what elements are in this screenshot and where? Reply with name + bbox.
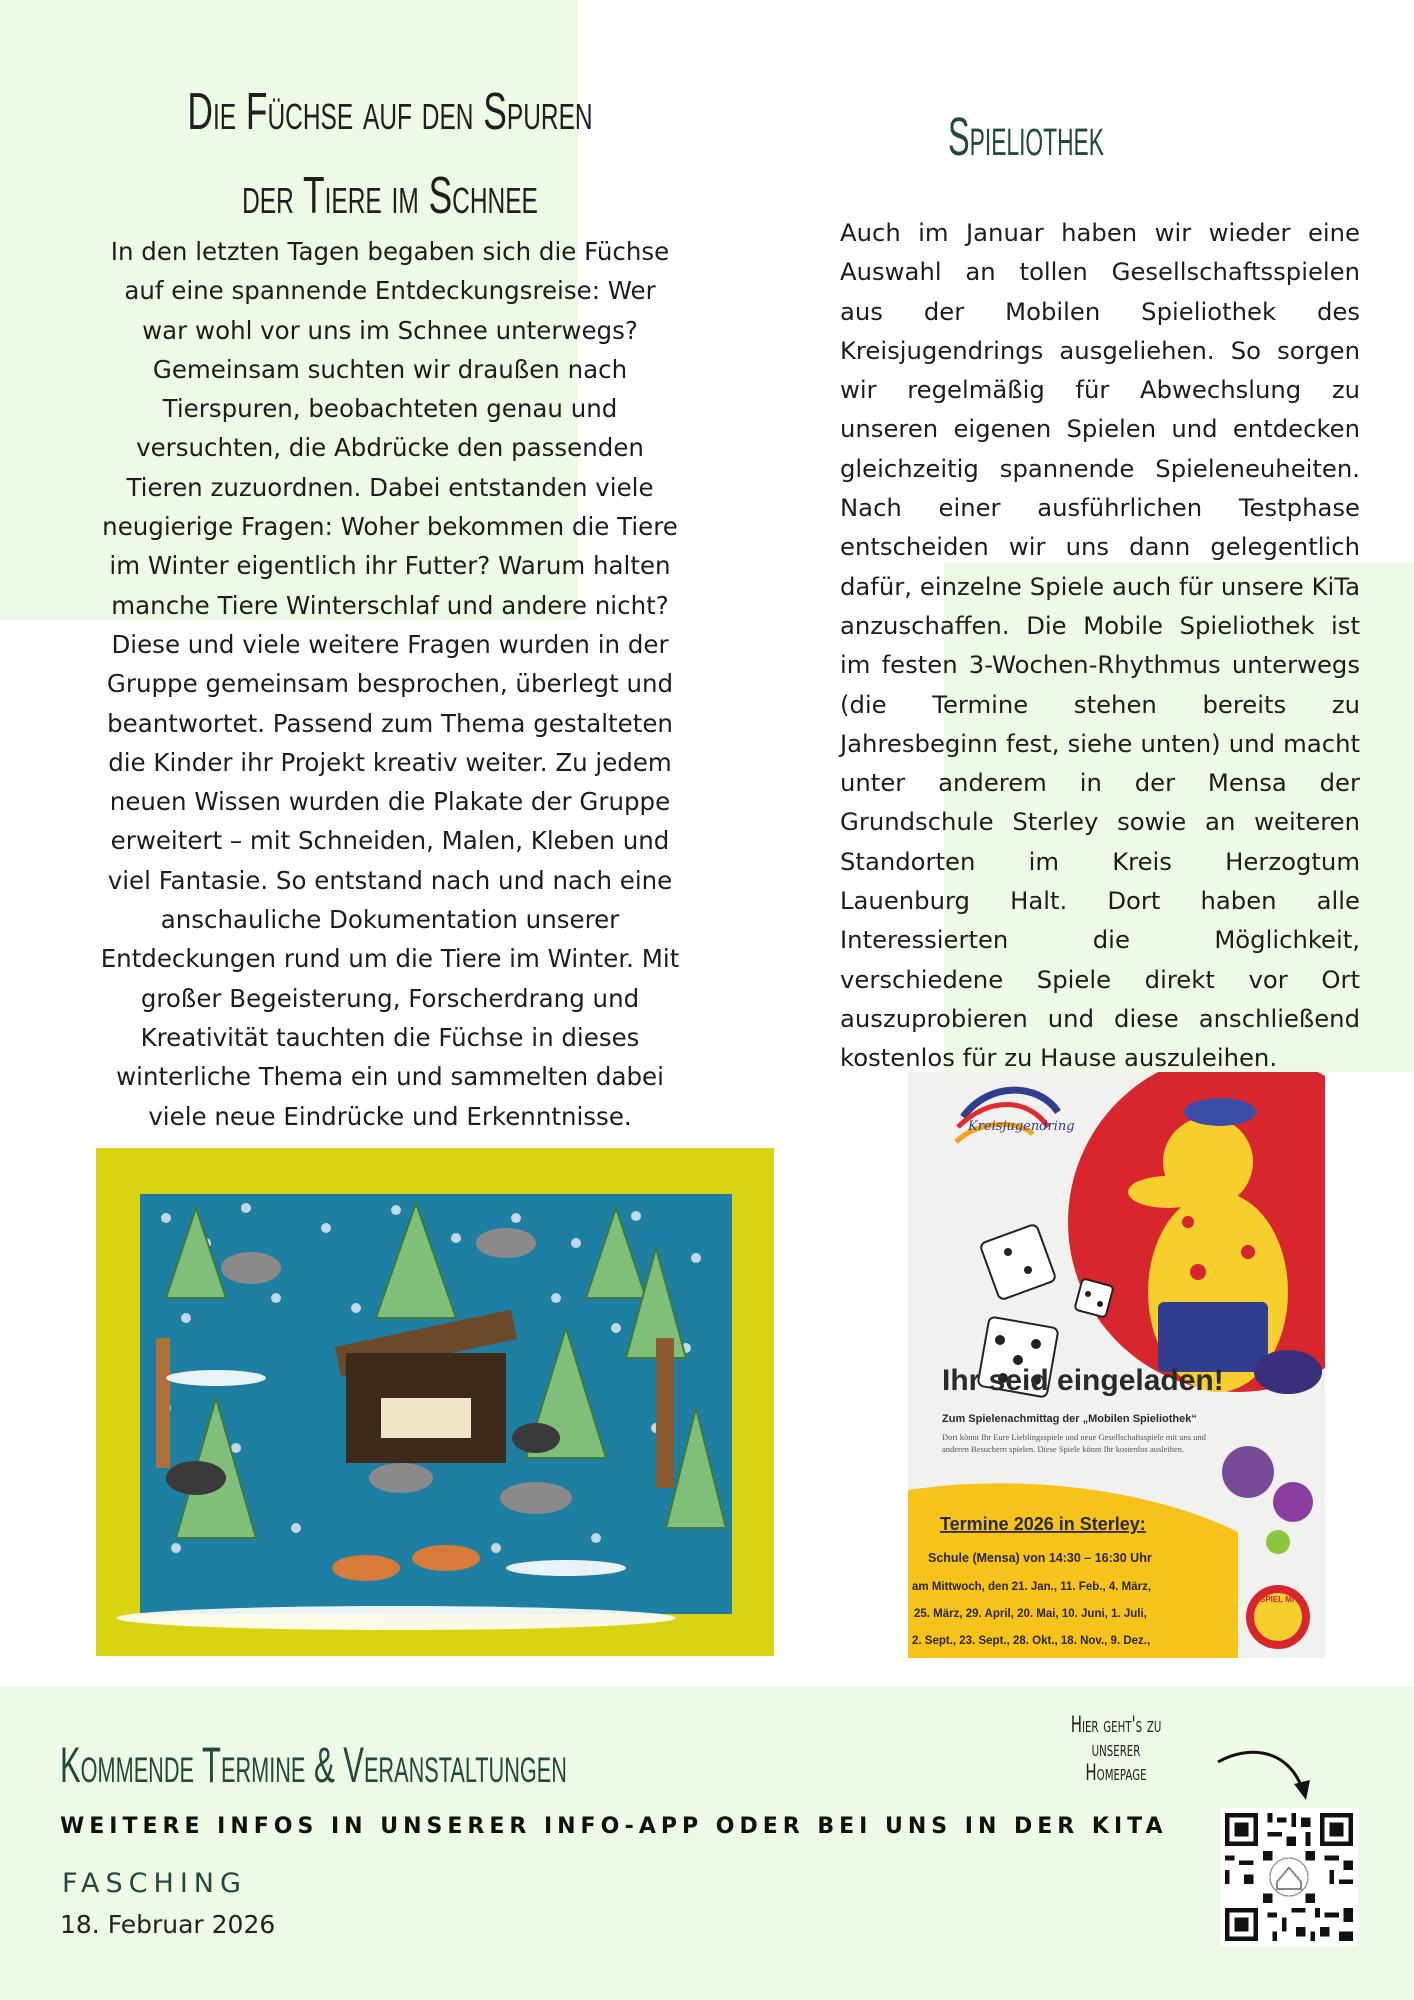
article-title-foxes: Die Füchse auf den Spuren der Tiere im Schnee [187,83,593,225]
homepage-note-line-2: unserer Homepage [1085,1737,1147,1786]
flyer-termine-line-4: 2. Sept., 23. Sept., 28. Okt., 18. Nov., 9. Dez., [912,1635,1151,1647]
spieliothek-flyer-photo [908,1072,1325,1658]
flyer-small-text-1: Dort könnt Ihr Eure Lieblingsspiele und neue Gesellschaftsspiele mit uns und [942,1432,1206,1442]
footer-subtitle: WEITERE INFOS IN UNSERER INFO-APP ODER BEI UNS IN DER KITA [60,1814,1168,1839]
article-body-foxes: In den letzten Tagen begaben sich die Füchse auf eine spannende Entdeckungsreise: Wer war wohl vor uns im Schnee unterwegs? Gemeinsam suchten wir draußen nach Tierspuren, beobachteten genau und versuchten, die Abdrücke den passenden Tieren zuzuordnen. Dabei entstanden viele neugierige Fragen: Woher bekommen die Tiere im Winter eigentlich ihr Futter? Warum halten manche Tiere Winterschlaf und andere nicht? Diese und viele weitere Fragen wurden in der Gruppe gemeinsam besprochen, überlegt und beantwortet. Passend zum Thema gestalteten die Kinder ihr Projekt kreativ weiter. Zu jedem neuen Wissen wurden die Plakate der Gruppe erweitert – mit Schneiden, Malen, Kleben und viel Fantasie. So entstand nach und nach eine anschauliche Dokumentation unserer Entdeckungen rund um die Tiere im Winter. Mit großer Begeisterung, Forscherdrang und Kreativität tauchten die Füchse in dieses winterliche Thema ein und sammelten dabei viele neue Eindrücke und Erkenntnisse. [100,237,680,1131]
flyer-subline: Zum Spielenachmittag der „Mobilen Spieliothek“ [942,1413,1197,1425]
flyer-termine-line-3: 25. März, 29. April, 20. Mai, 10. Juni, 1. Juli, [914,1608,1147,1620]
homepage-note-line-1: Hier geht's zu [1070,1713,1162,1738]
footer-band [0,1686,1414,2000]
homepage-qr-code[interactable] [1220,1808,1358,1946]
homepage-note [1068,1714,1163,1786]
flyer-badge-text: SPIEL MIT [1260,1595,1299,1604]
event-date: 18. Februar 2026 [60,1910,276,1939]
qr-code-icon [1220,1808,1358,1946]
winter-animals-poster-photo [96,1148,774,1656]
flyer-termine-line-2: am Mittwoch, den 21. Jan., 11. Feb., 4. März, [912,1581,1152,1593]
article-body-spieliothek: Auch im Januar haben wir wieder eine Auswahl an tollen Gesellschaftsspielen aus der Mobilen Spieliothek des Kreisjugendrings ausgeliehen. So sorgen wir regelmäßig für Abwechslung zu unseren eigenen Spielen und entdecken gleichzeitig spannende Spieleneuheiten. Nach einer ausführlichen Testphase entscheiden wir uns dann gelegentlich dafür, einzelne Spiele auch für unsere KiTa anzuschaffen. Die Mobile Spieliothek ist im festen 3-Wochen-Rhythmus unterwegs (die Termine stehen bereits zu Jahresbeginn fest, siehe unten) und macht unter anderem in der Mensa der Grundschule Sterley sowie an weiteren Standorten im Kreis Herzogtum Lauenburg Halt. Dort haben alle Interessierten die Möglichkeit, verschiedene Spiele direkt vor Ort auszuprobieren und diese anschließend kostenlos für zu Hause auszuleihen. [840,218,1360,1073]
event-name: FASCHING [62,1868,247,1899]
flyer-termine-line-1: Schule (Mensa) von 14:30 – 16:30 Uhr [928,1551,1152,1565]
flyer-termine-title: Termine 2026 in Sterley: [940,1514,1146,1534]
flyer-headline: Ihr seid eingeladen! [942,1364,1224,1397]
flyer-small-text-2: anderen Besuchern spielen. Diese Spiele könnt Ihr kostenlos ausleihen. [942,1444,1185,1454]
winter-poster-illustration [96,1148,774,1656]
footer-title: Kommende Termine & Veranstaltungen [60,1737,567,1793]
flyer-logo-text: Kreisjugendring [968,1119,1075,1134]
article-title-spieliothek: Spieliothek [948,107,1104,167]
flyer-graphic [908,1072,1325,1658]
curved-arrow-icon [1210,1740,1320,1810]
